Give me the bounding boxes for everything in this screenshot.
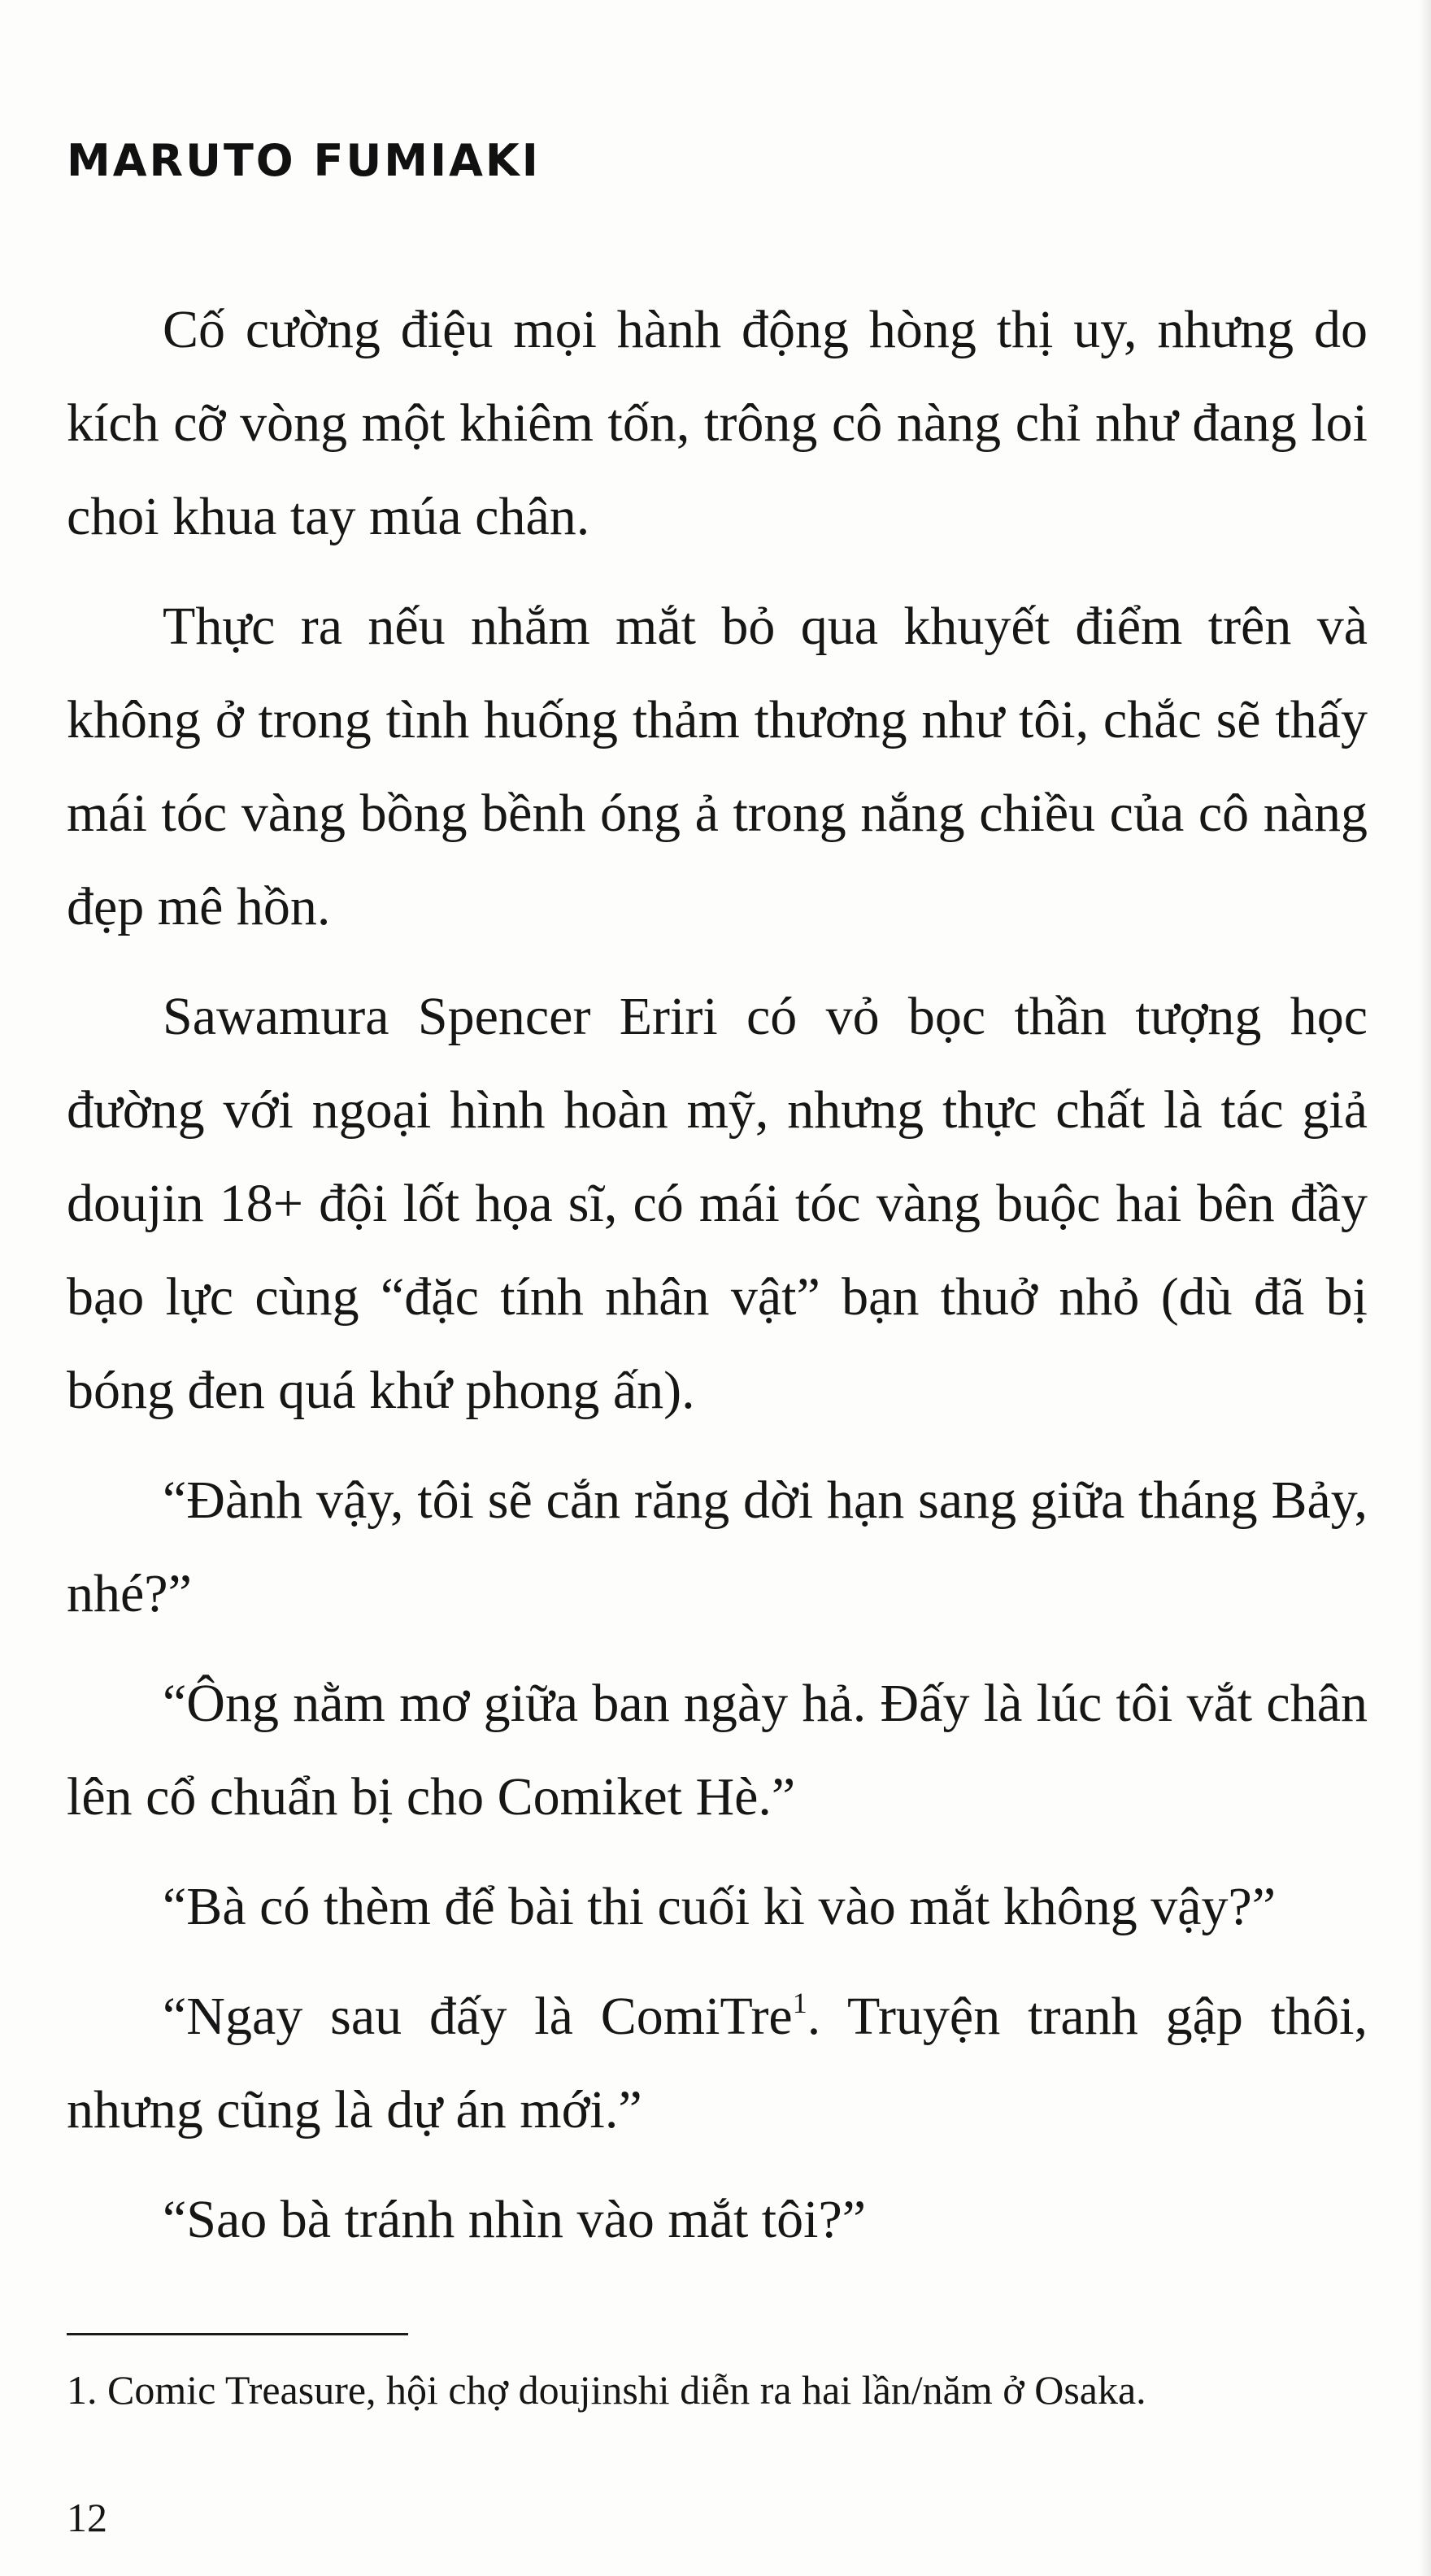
body-text: [67, 283, 1368, 2283]
paragraph-comitre-after: . Truyện tranh gập thôi, nhưng cũng là dự án mới.”: [67, 1987, 1368, 2139]
page-edge-shadow: [1420, 0, 1431, 2576]
page-number: 12: [67, 2495, 107, 2540]
paragraph: “Đành vậy, tôi sẽ cắn răng dời hạn sang giữa tháng Bảy, nhé?”: [67, 1470, 1368, 1623]
paragraph-comitre: [67, 1970, 1368, 2157]
paragraph: Thực ra nếu nhắm mắt bỏ qua khuyết điểm trên và không ở trong tình huống thảm thương như tôi, chắc sẽ thấy mái tóc vàng bồng bềnh óng ả trong nắng chiều của cô nàng đẹp mê hồn.: [67, 597, 1368, 936]
running-header: MARUTO FUMIAKI: [67, 135, 541, 186]
paragraph: Cố cường điệu mọi hành động hòng thị uy, nhưng do kích cỡ vòng một khiêm tốn, trông cô nàng chỉ như đang loi choi khua tay múa chân.: [67, 300, 1368, 546]
paragraph-comitre-before: “Ngay sau đấy là ComiTre: [163, 1987, 793, 2046]
footnote-marker[interactable]: 1: [792, 1987, 807, 2019]
paragraph: “Bà có thèm để bài thi cuối kì vào mắt không vậy?”: [163, 1877, 1277, 1936]
paragraph: “Ông nằm mơ giữa ban ngày hả. Đấy là lúc tôi vắt chân lên cổ chuẩn bị cho Comiket Hè.”: [67, 1674, 1368, 1827]
paragraph: Sawamura Spencer Eriri có vỏ bọc thần tượng học đường với ngoại hình hoàn mỹ, nhưng thực chất là tác giả doujin 18+ đội lốt họa sĩ, có mái tóc vàng buộc hai bên đầy bạo lực cùng “đặc tính nhân vật” bạn thuở nhỏ (dù đã bị bóng đen quá khứ phong ấn).: [67, 987, 1368, 1420]
paragraph: “Sao bà tránh nhìn vào mắt tôi?”: [163, 2190, 867, 2249]
footnote: 1. Comic Treasure, hội chợ doujinshi diễn ra hai lần/năm ở Osaka.: [67, 2367, 1146, 2413]
footnote-divider: [67, 2333, 408, 2335]
